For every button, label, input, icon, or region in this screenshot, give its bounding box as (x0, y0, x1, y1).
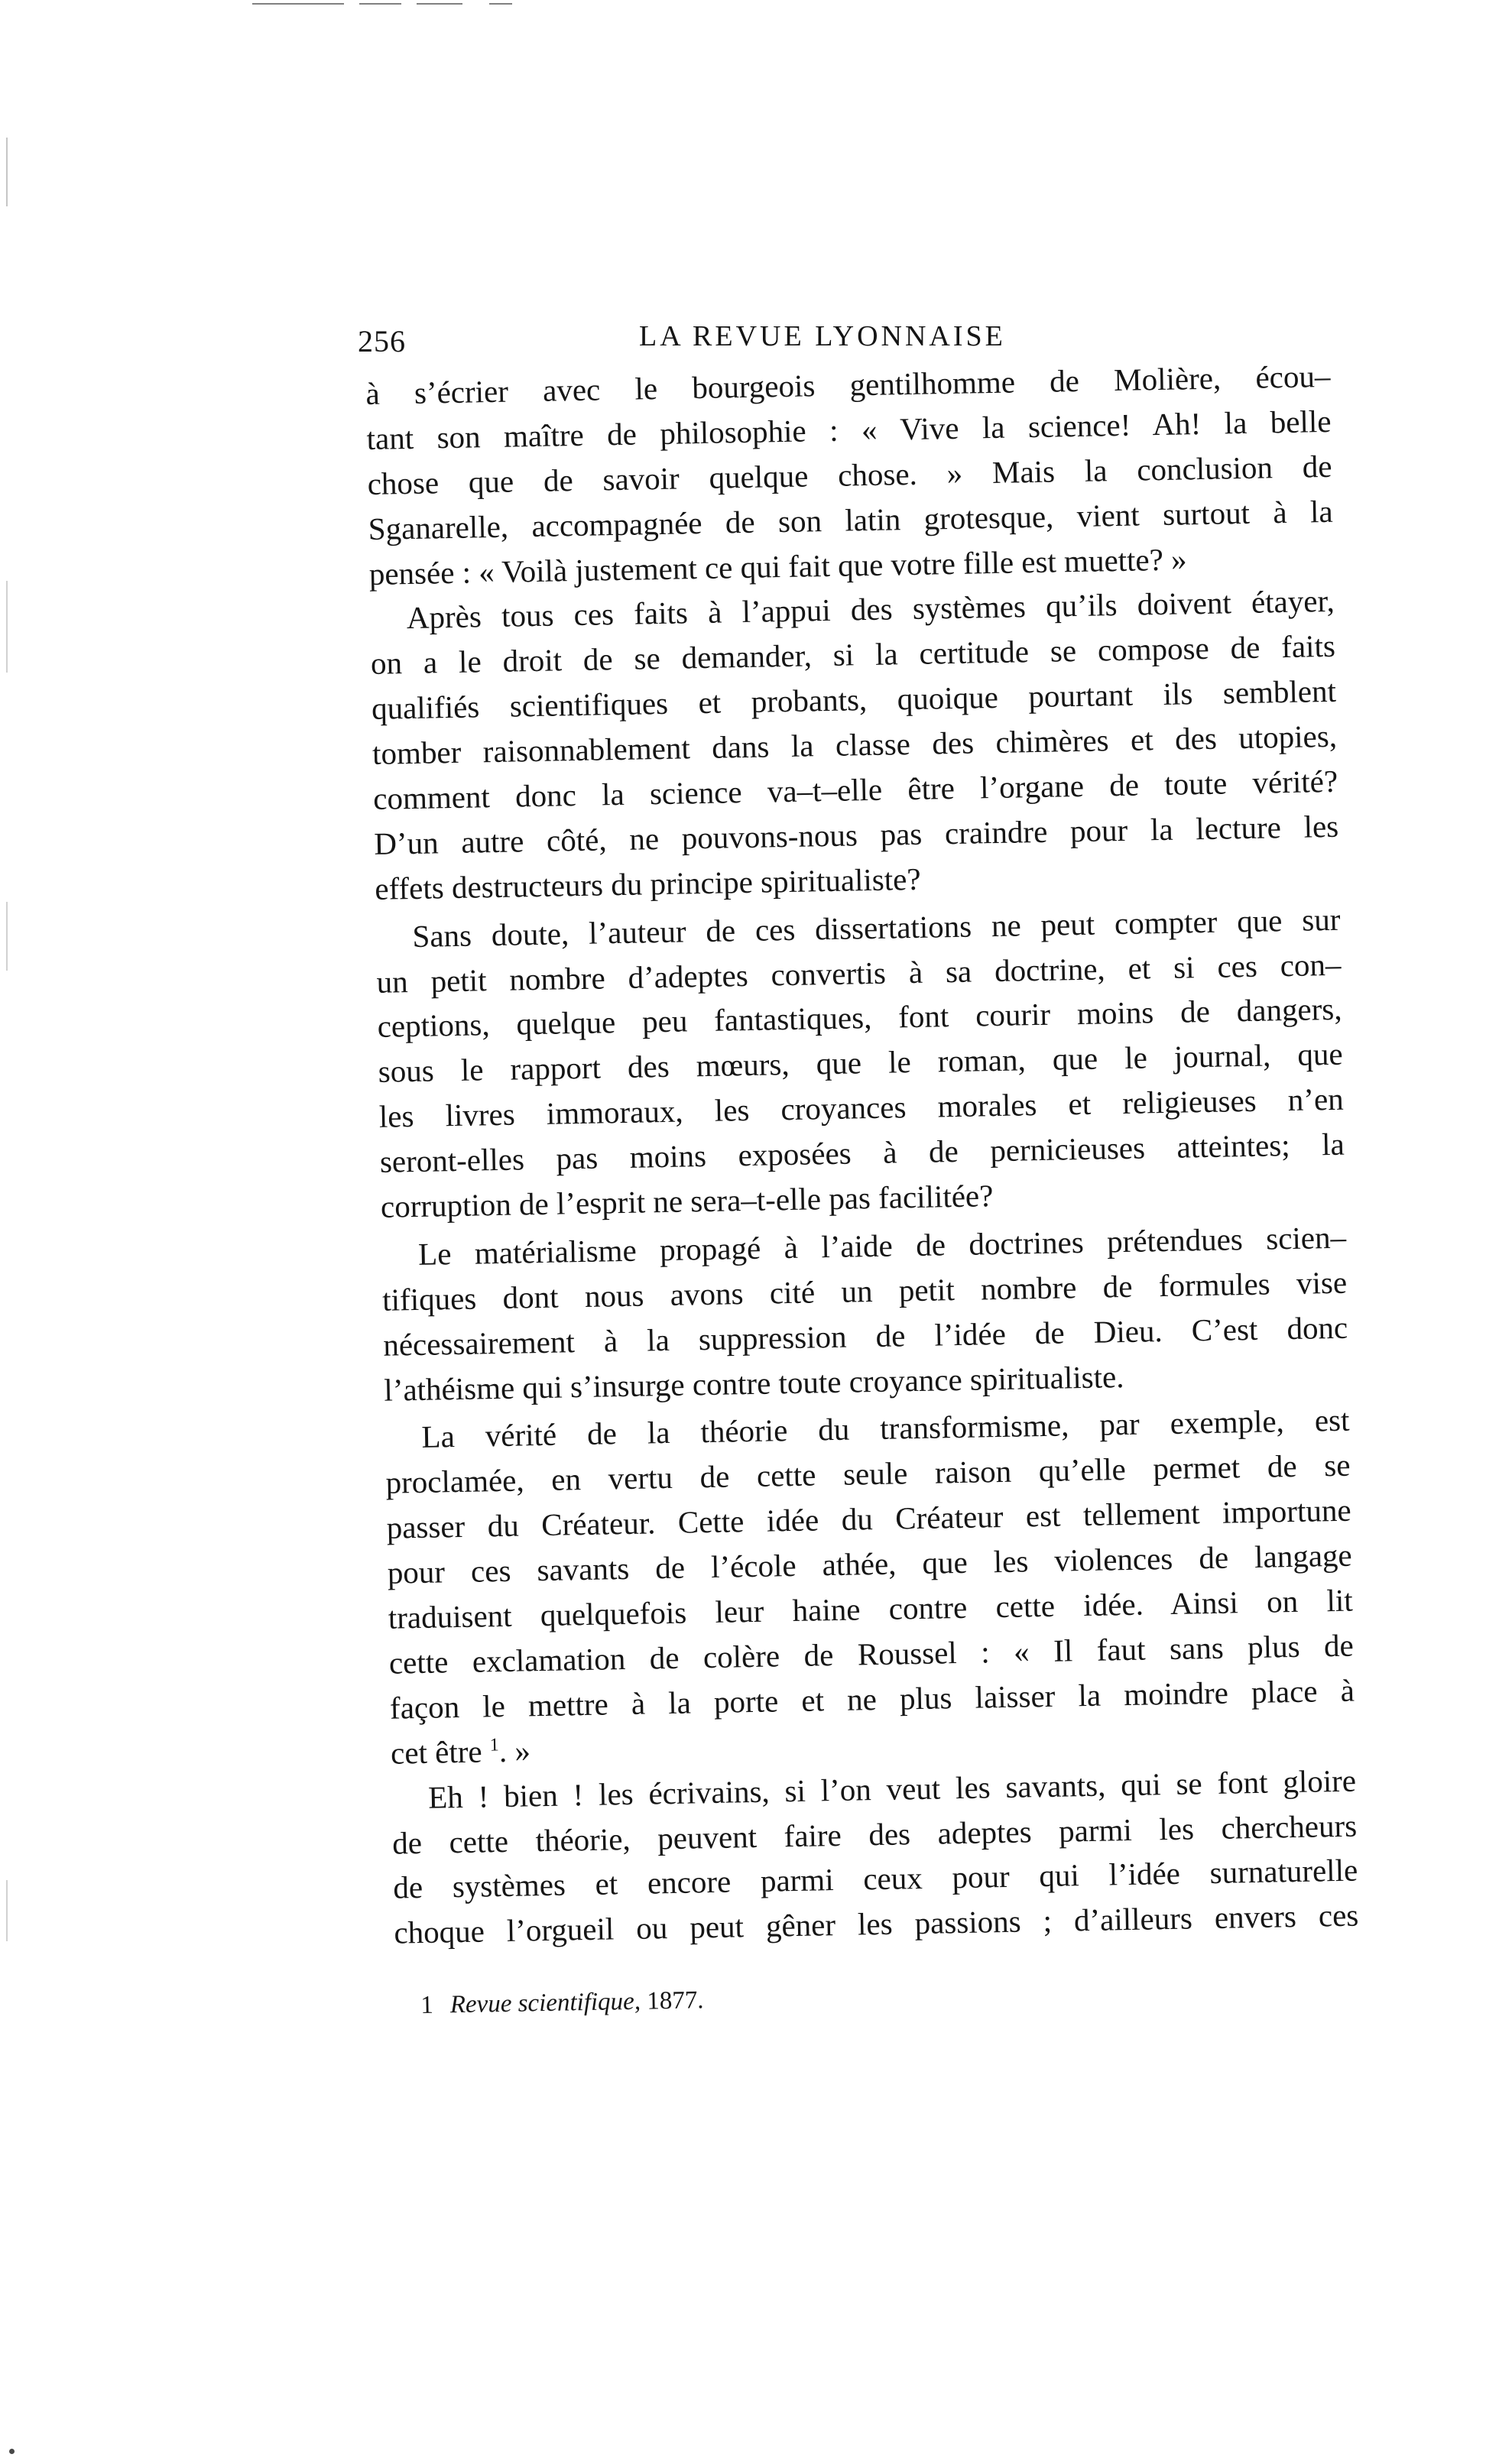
text-line: Après tous ces faits à l’appui des systèmes qu’ils doivent étayer, (406, 583, 1335, 636)
page-number: 256 (358, 324, 406, 358)
text-line: les livres immoraux, les croyances morales et religieuses n’en (378, 1081, 1345, 1135)
text-line-end: . » (498, 1733, 531, 1769)
text-line: choque l’orgueil ou peut gêner les passions ; d’ailleurs envers ces (394, 1897, 1359, 1950)
text-line: comment donc la science va–t–elle être l’organe de toute vérité? (372, 763, 1338, 816)
scan-artifact-top (252, 3, 344, 5)
text-line: tifiques dont nous avons cité un petit nombre de formules vise (381, 1264, 1348, 1318)
text-line: ceptions, quelque peu fantastiques, font courir moins de dangers, (377, 991, 1342, 1045)
text-line: un petit nombre d’adeptes convertis à sa doctrine, et si ces con– (376, 946, 1342, 1000)
text-line: La vérité de la théorie du transformisme, par exemple, est (421, 1402, 1350, 1455)
text-line: proclamée, en vertu de cette seule raison qu’elle permet de se (385, 1448, 1351, 1501)
scan-artifact-top (417, 3, 462, 5)
text-line: corruption de l’esprit ne sera–t-elle pas facilitée? (380, 1178, 994, 1224)
running-head: LA REVUE LYONNAISE (639, 320, 1006, 352)
scan-artifact-left (6, 1880, 8, 1941)
text-line: qualifiés scientifiques et probants, quoique pourtant ils semblent (371, 673, 1337, 727)
scan-artifact-left (6, 902, 8, 971)
text-line: cette exclamation de colère de Roussel : « Il faut sans plus de (388, 1627, 1355, 1681)
text-line: tomber raisonnablement dans la classe des chimères et des utopies, (372, 718, 1338, 772)
body-text (365, 354, 1359, 1956)
scan-artifact-top (359, 3, 401, 5)
text-line: sous le rapport des mœurs, que le roman, que le journal, que (378, 1036, 1344, 1090)
text-line: Eh ! bien ! les écrivains, si l’on veut les savants, qui se font gloire (427, 1762, 1357, 1815)
text-line-start: cet être (390, 1733, 483, 1771)
text-line: traduisent quelquefois leur haine contre cette idée. Ainsi on lit (388, 1582, 1354, 1636)
footnote (420, 1986, 704, 2020)
footnote-reference: 1 (489, 1735, 499, 1756)
footnote-year: 1877. (646, 1986, 704, 2015)
text-line: on a le droit de se demander, si la certitude se compose de faits (370, 628, 1336, 682)
text-line: D’un autre côté, ne pouvons-nous pas craindre pour la lecture les (373, 808, 1339, 861)
text-line: à s’écrier avec le bourgeois gentilhomme de Molière, écou– (365, 358, 1331, 411)
scan-artifact-left (6, 581, 8, 673)
text-line: pour ces savants de l’école athée, que les violences de langage (387, 1537, 1353, 1590)
footnote-marker: 1 (420, 1991, 434, 2019)
scan-artifact-left (6, 138, 8, 206)
text-line: effets destructeurs du principe spiritualiste? (374, 861, 921, 906)
text-line: l’athéisme qui s’insurge contre toute croyance spiritualiste. (383, 1358, 1124, 1408)
scan-artifact-dot (9, 2449, 15, 2454)
scan-artifact-top (489, 3, 512, 5)
text-line: passer du Créateur. Cette idée du Créateur est tellement importune (386, 1492, 1351, 1546)
text-line: Sganarelle, accompagnée de son latin grotesque, vient surtout à la (368, 493, 1333, 546)
text-line: pensée : « Voilà justement ce qui fait que votre fille est muette? » (368, 540, 1187, 592)
text-line: de cette théorie, peuvent faire des adeptes parmi les chercheurs (391, 1807, 1358, 1861)
text-line: Sans doute, l’auteur de ces dissertations ne peut compter que sur (412, 901, 1341, 954)
footnote-source-title: Revue scientifique, (449, 1987, 641, 2019)
text-line: façon le mettre à la porte et ne plus laisser la moindre place à (389, 1672, 1355, 1726)
text-line: chose que de savoir quelque chose. » Mais la conclusion de (367, 448, 1332, 501)
text-line: Le matérialisme propagé à l’aide de doctrines prétendues scien– (417, 1219, 1347, 1272)
text-line: tant son maître de philosophie : « Vive la science! Ah! la belle (366, 403, 1332, 456)
text-line: de systèmes et encore parmi ceux pour qui l’idée surnaturelle (392, 1852, 1358, 1906)
text-line: seront-elles pas moins exposées à de pernicieuses atteintes; la (379, 1126, 1345, 1179)
text-line: nécessairement à la suppression de l’idée de Dieu. C’est donc (382, 1309, 1348, 1363)
